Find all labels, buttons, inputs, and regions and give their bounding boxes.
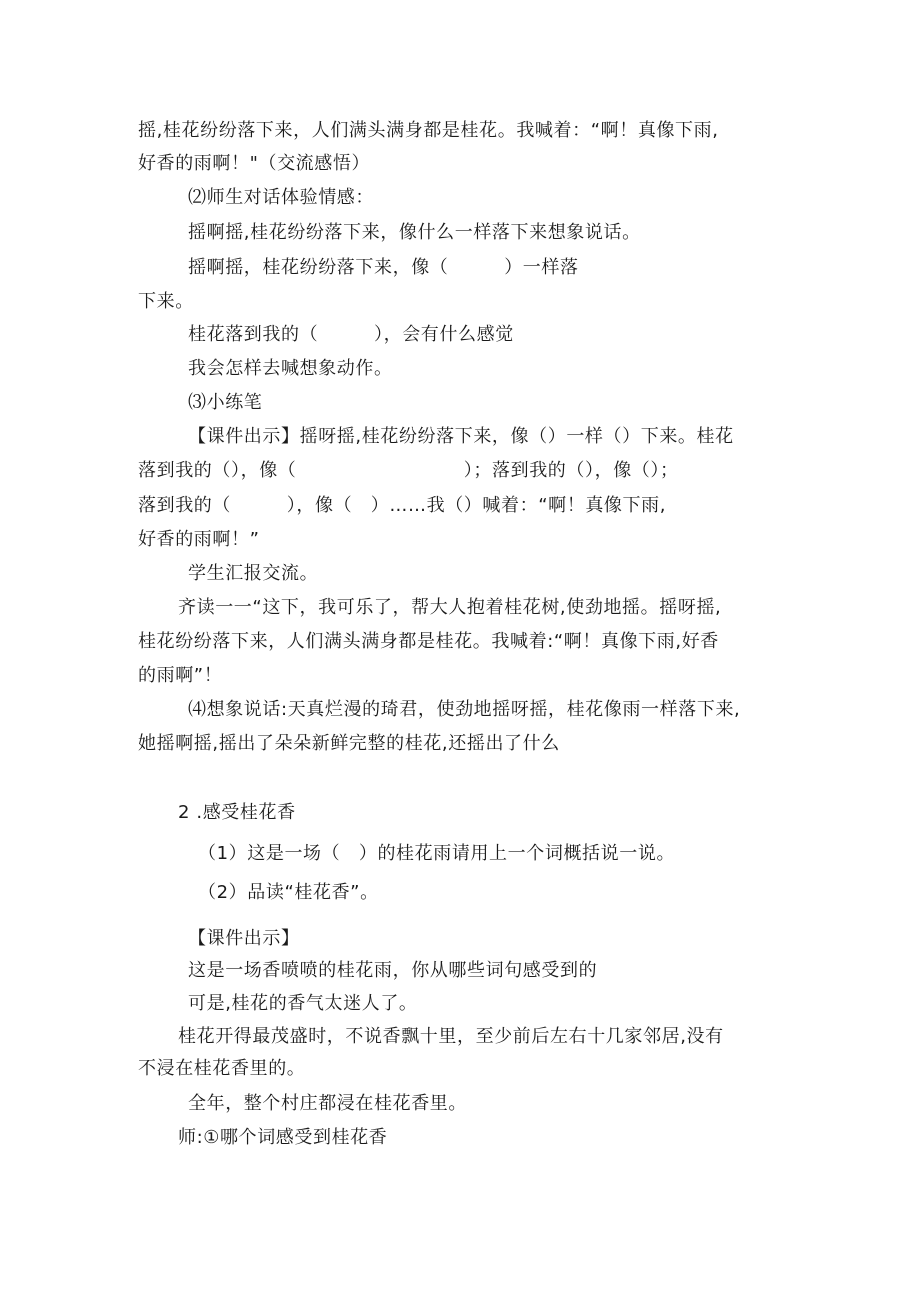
text-line: 师:①哪个词感受到桂花香: [178, 1127, 388, 1148]
text-line: 下来。: [138, 291, 194, 312]
text-line: 【课件出示】摇呀摇,桂花纷纷落下来，像（）一样（）下来。桂花: [188, 426, 734, 447]
text-line: ⑷想象说话:天真烂漫的琦君，使劲地摇呀摇，桂花像雨一样落下来,: [188, 699, 741, 720]
text-line: ⑶小练笔: [188, 392, 263, 413]
text-line: 不浸在桂花香里的。: [138, 1058, 306, 1079]
text-line: （2）品读“桂花香”。: [198, 882, 379, 903]
text-line: 桂花落到我的（ ），会有什么感觉: [188, 324, 514, 345]
text-line: 摇啊摇，桂花纷纷落下来，像（ ）一样落: [188, 257, 579, 278]
text-line: 全年，整个村庄都浸在桂花香里。: [188, 1093, 467, 1114]
text-line: 落到我的（），像（ ）；落到我的（），像（）；: [138, 460, 679, 481]
text-line: 桂花开得最茂盛时，不说香飘十里，至少前后左右十几家邻居,没有: [178, 1026, 724, 1047]
text-line: 我会怎样去喊想象动作。: [188, 358, 393, 379]
text-line: 学生汇报交流。: [188, 563, 319, 584]
text-line: 落到我的（ ），像（ ）……我（）喊着：“啊！真像下雨,: [138, 495, 667, 516]
text-line: 好香的雨啊！"（交流感悟）: [138, 153, 371, 174]
text-line: 可是,桂花的香气太迷人了。: [188, 993, 418, 1014]
text-line: 这是一场香喷喷的桂花雨，你从哪些词句感受到的: [188, 960, 598, 981]
text-line: 好香的雨啊！”: [138, 529, 260, 550]
text-line: 的雨啊”！: [138, 665, 223, 686]
text-line: 她摇啊摇,摇出了朵朵新鲜完整的桂花,还摇出了什么: [138, 733, 560, 754]
text-line: 桂花纷纷落下来，人们满头满身都是桂花。我喊着:“啊！真像下雨,好香: [138, 631, 719, 652]
text-line: 齐读一一“这下，我可乐了，帮大人抱着桂花树,使劲地摇。摇呀摇,: [178, 597, 722, 618]
text-line: 【课件出示】: [188, 928, 300, 949]
section-heading: 2 .感受桂花香: [178, 802, 296, 823]
text-line: 摇啊摇,桂花纷纷落下来，像什么一样落下来想象说话。: [188, 222, 641, 243]
text-line: 摇,桂花纷纷落下来，人们满头满身都是桂花。我喊着：“啊！真像下雨,: [138, 120, 719, 141]
text-line: ⑵师生对话体验情感：: [188, 187, 374, 208]
text-line: （1）这是一场（ ）的桂花雨请用上一个词概括说一说。: [198, 843, 676, 864]
